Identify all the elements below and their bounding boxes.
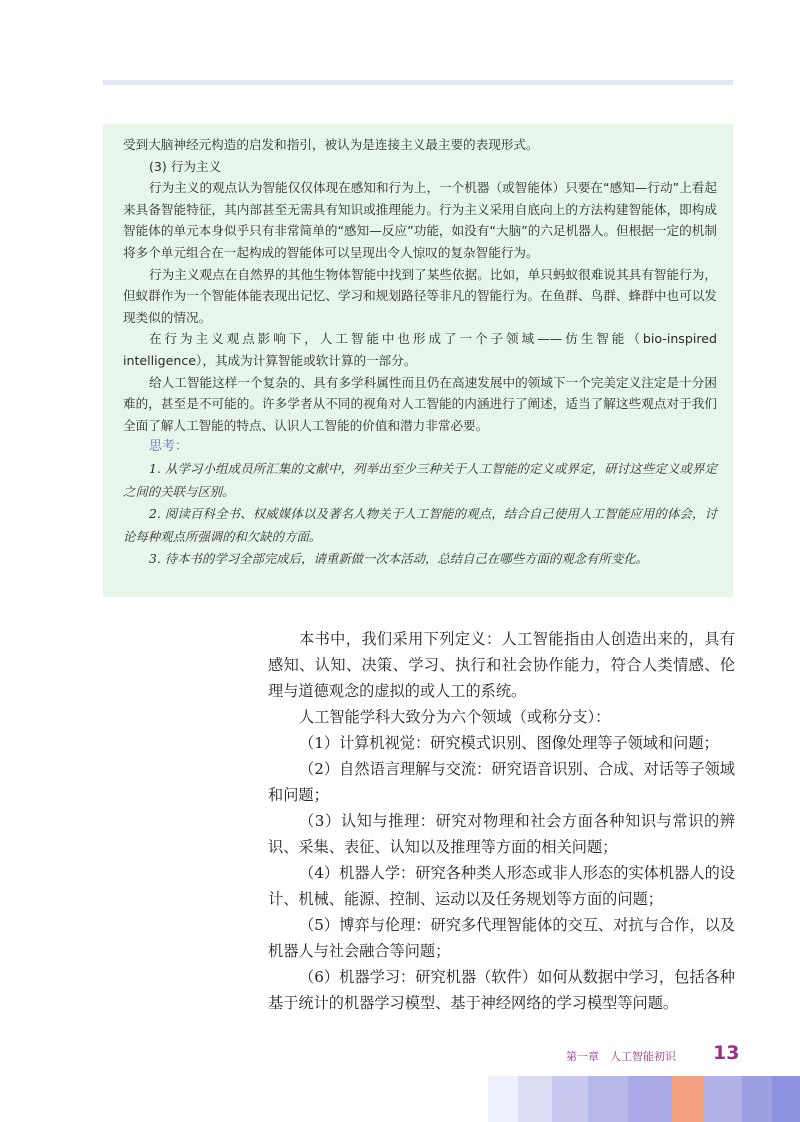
body-paragraph: （3）认知与推理：研究对物理和社会方面各种知识与常识的辨识、采集、表征、认知以及推理等方面的相关问题； bbox=[268, 812, 735, 856]
box-paragraphs bbox=[123, 134, 717, 436]
box-paragraph: 行为主义观点在自然界的其他生物体智能中找到了某些依据。比如，单只蚂蚁很难说其具有智能行为，但蚁群作为一个智能体能表现出记忆、学习和规划路径等非凡的智能行为。在鱼群、鸟群、蜂群中也可以发现类似的情况。 bbox=[123, 266, 717, 325]
box-paragraph: 行为主义的观点认为智能仅仅体现在感知和行为上，一个机器（或智能体）只要在“感知—行动”上看起来具备智能特征，其内部甚至无需具有知识或推理能力。行为主义采用自底向上的方法构建智能体，即构成智能体的单元本身似乎只有非常简单的“感知—反应”功能，如没有“大脑”的六足机器人。但根据一定的机制将多个单元组合在一起构成的智能体可以呈现出令人惊叹的复杂智能行为。 bbox=[123, 180, 717, 260]
footer-chapter-title: 第一章 人工智能初识 bbox=[566, 1050, 676, 1063]
page-number: 13 bbox=[713, 1042, 740, 1064]
reading-box bbox=[103, 124, 733, 597]
think-title: 思考： bbox=[149, 439, 189, 455]
decorative-stripes bbox=[488, 1076, 800, 1122]
body-paragraph: （4）机器人学：研究各种类人形态或非人形态的实体机器人的设计、机械、能源、控制、运动以及任务规划等方面的问题； bbox=[268, 864, 735, 908]
think-question: 1. 从学习小组成员所汇集的文献中，列举出至少三种关于人工智能的定义或界定，研讨这些定义或界定之间的关联与区别。 bbox=[123, 461, 717, 499]
body-paragraph: （5）博弈与伦理：研究多代理智能体的交互、对抗与合作，以及机器人与社会融合等问题； bbox=[268, 916, 735, 960]
stripe bbox=[772, 1076, 800, 1122]
stripe bbox=[672, 1076, 704, 1122]
body-paragraph: 人工智能学科大致分为六个领域（或称分支）： bbox=[299, 708, 611, 726]
think-question: 3. 待本书的学习全部完成后，请重新做一次本活动，总结自己在哪些方面的观念有所变化。 bbox=[149, 551, 648, 567]
stripe bbox=[628, 1076, 672, 1122]
body-paragraph: （1）计算机视觉：研究模式识别、图像处理等子领域和问题； bbox=[299, 734, 719, 752]
stripe bbox=[552, 1076, 588, 1122]
box-paragraph: 在行为主义观点影响下，人工智能中也形成了一个子领域——仿生智能（bio-inspired intelligence），其成为计算智能或软计算的一部分。 bbox=[123, 331, 717, 368]
box-paragraph: 受到大脑神经元构造的启发和指引，被认为是连接主义最主要的表现形式。 bbox=[123, 137, 539, 152]
header-rule bbox=[103, 80, 733, 85]
stripe bbox=[518, 1076, 552, 1122]
body-paragraph: （6）机器学习：研究机器（软件）如何从数据中学习，包括各种基于统计的机器学习模型、基于神经网络的学习模型等问题。 bbox=[268, 968, 735, 1012]
stripe bbox=[742, 1076, 772, 1122]
body-paragraph: （2）自然语言理解与交流：研究语音识别、合成、对话等子领域和问题； bbox=[268, 760, 735, 804]
body-paragraph: 本书中，我们采用下列定义：人工智能指由人创造出来的，具有感知、认知、决策、学习、执行和社会协作能力，符合人类情感、伦理与道德观念的虚拟的或人工的系统。 bbox=[268, 630, 735, 700]
think-question: 2. 阅读百科全书、权威媒体以及著名人物关于人工智能的观点，结合自己使用人工智能应用的体会，讨论每种观点所强调的和欠缺的方面。 bbox=[123, 506, 717, 544]
stripe bbox=[704, 1076, 742, 1122]
box-paragraph: (3) 行为主义 bbox=[149, 158, 222, 174]
box-paragraph: 给人工智能这样一个复杂的、具有多学科属性而且仍在高速发展中的领域下一个完美定义注定是十分困难的，甚至是不可能的。许多学者从不同的视角对人工智能的内涵进行了阐述，适当了解这些观点对于我们全面了解人工智能的特点、认识人工智能的价值和潜力非常必要。 bbox=[123, 374, 717, 433]
stripe bbox=[488, 1076, 518, 1122]
stripe bbox=[588, 1076, 628, 1122]
main-body-text bbox=[268, 626, 735, 1016]
think-questions bbox=[123, 458, 717, 571]
